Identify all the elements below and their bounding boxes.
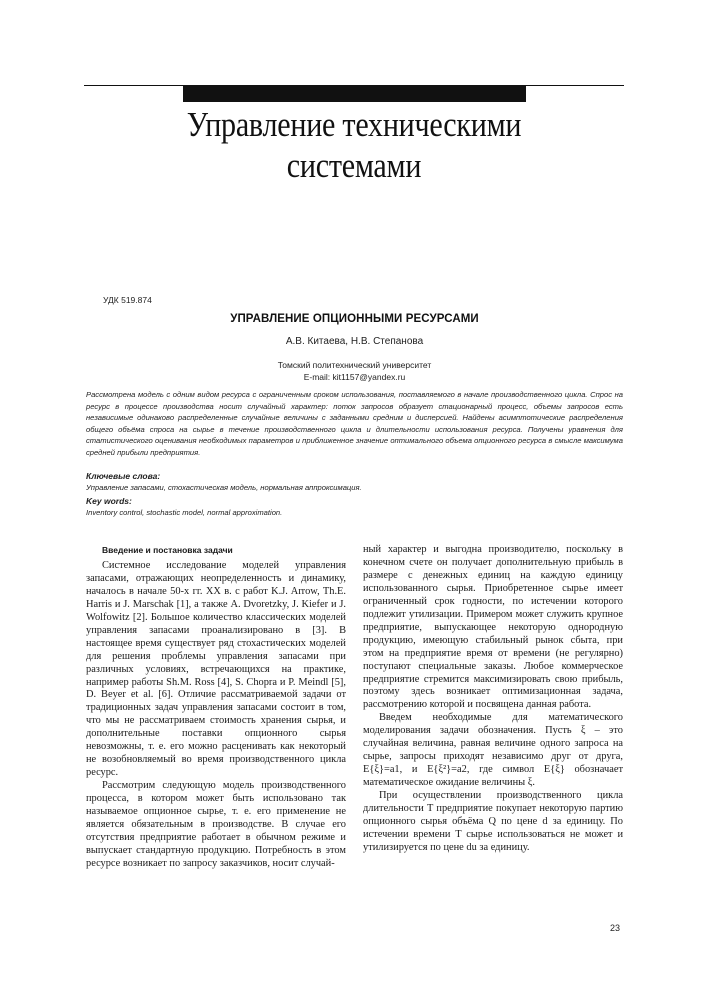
keywords-ru-label: Ключевые слова: — [86, 471, 161, 481]
section-title-line2: системами — [286, 146, 422, 185]
email[interactable]: E-mail: kit1157@yandex.ru — [303, 372, 406, 382]
keywords-ru-text: Управление запасами, стохастическая модель, нормальная аппроксимация. — [86, 483, 362, 492]
keywords-ru — [86, 471, 623, 493]
paragraph: Введем необходимые для математического моделирования задачи обозначения. Пусть ξ – это случайная величина, равная величине одного запроса на сырье, запросы приходят независимо друг от друга, E{ξ}=a1, и E{ξ²}=a2, где символ E{ξ} обозначает математическое ожидание величины ξ. — [363, 712, 623, 789]
section-title — [179, 104, 530, 186]
header-black-bar — [183, 86, 526, 102]
affiliation-block — [0, 359, 709, 383]
page-number: 23 — [610, 923, 621, 933]
keywords-en — [86, 496, 623, 518]
body-column-left — [86, 544, 346, 871]
section-title-line1: Управление техническими — [186, 105, 522, 144]
paragraph: Рассмотрим следующую модель производственного процесса, в котором может быть использовано так называемое опционное сырье, т. е. его применение не является обязательным в производстве. В случае его отсутствия предприятие работает в обычном режиме и выпускает стандартную продукцию. Потребность в этом ресурсе возникает по запросу заказчиков, носит случай- — [86, 780, 346, 869]
keywords-en-text: Inventory control, stochastic model, normal approximation. — [86, 508, 283, 517]
authors: А.В. Китаева, Н.В. Степанова — [285, 336, 424, 347]
affiliation: Томский политехнический университет — [277, 360, 432, 370]
udk-code: УДК 519.874 — [103, 295, 152, 305]
article-title: УПРАВЛЕНИЕ ОПЦИОННЫМИ РЕСУРСАМИ — [230, 313, 479, 325]
abstract: Рассмотрена модель с одним видом ресурса с ограниченным сроком использования, поставляемого в начале производственного цикла. Спрос на ресурс в процессе производства носит случайный характер: поток запросов образует стационарный процесс, объемы запросов есть независимые одинаково распределенные случайные величины с заданными средним и дисперсией. Найдены асимптотические распределения общего объёма спроса на сырье в течение производственного цикла и длительности использования ресурса. Получены уравнения для статистического оценивания необходимых параметров и приближенное значение оптимального объема опционного ресурса в смысле максимума средней прибыли предприятия. — [86, 390, 623, 457]
keywords-en-label: Key words: — [86, 496, 132, 506]
body-column-right — [363, 544, 623, 855]
paragraph: ный характер и выгодна производителю, поскольку в конечном счете он получает дополнительную прибыль в размере c денежных единиц на каждую единицу использованного сырья. Приобретенное сырье имеет ограниченный срок годности, по истечении которого подлежит утилизации. Примером может служить крупное предприятие, выпускающее некоторую однородную продукцию, имеющую стабильный рынок сбыта, при этом на предприятие время от времени (не регулярно) поступают специальные заказы. Любое коммерческое предприятие стремится максимизировать свою прибыль, поэтому здесь возникает оптимизационная задача, рассмотрению которой и посвящена данная работа. — [363, 544, 623, 711]
section-heading: Введение и постановка задачи — [102, 545, 233, 555]
paragraph: При осуществлении производственного цикла длительности T предприятие покупает некоторую партию опционного сырья объёма Q по цене d за единицу. По истечении времени T сырье использоваться не может и утилизируется по цене du за единицу. — [363, 790, 623, 853]
paragraph: Системное исследование моделей управления запасами, отражающих неопределенность и динамику, началось в начале 50-х гг. XX в. с работ K.J. Arrow, Th.E. Harris и J. Marschak [1], а также A. Dvoretzky, J. Kiefer и J. Wolfowitz [2]. Большое количество классических моделей управления запасами проанализировано в [3]. В настоящее время существует ряд стохастических моделей для решения проблемы управления запасами при различных условиях, встречающихся на практике, например работы Sh.M. Ross [4], S. Chopra и P. Meindl [5], D. Beyer et al. [6]. Отличие рассматриваемой задачи от традиционных задач управления запасами состоит в том, что мы не рассматриваем стоимость хранения сырья, и дополнительные поставки опционного сырья невозможны, т. е. его можно расценивать как некоторый не возобновляемый во время производственного цикла ресурс. — [86, 559, 346, 779]
